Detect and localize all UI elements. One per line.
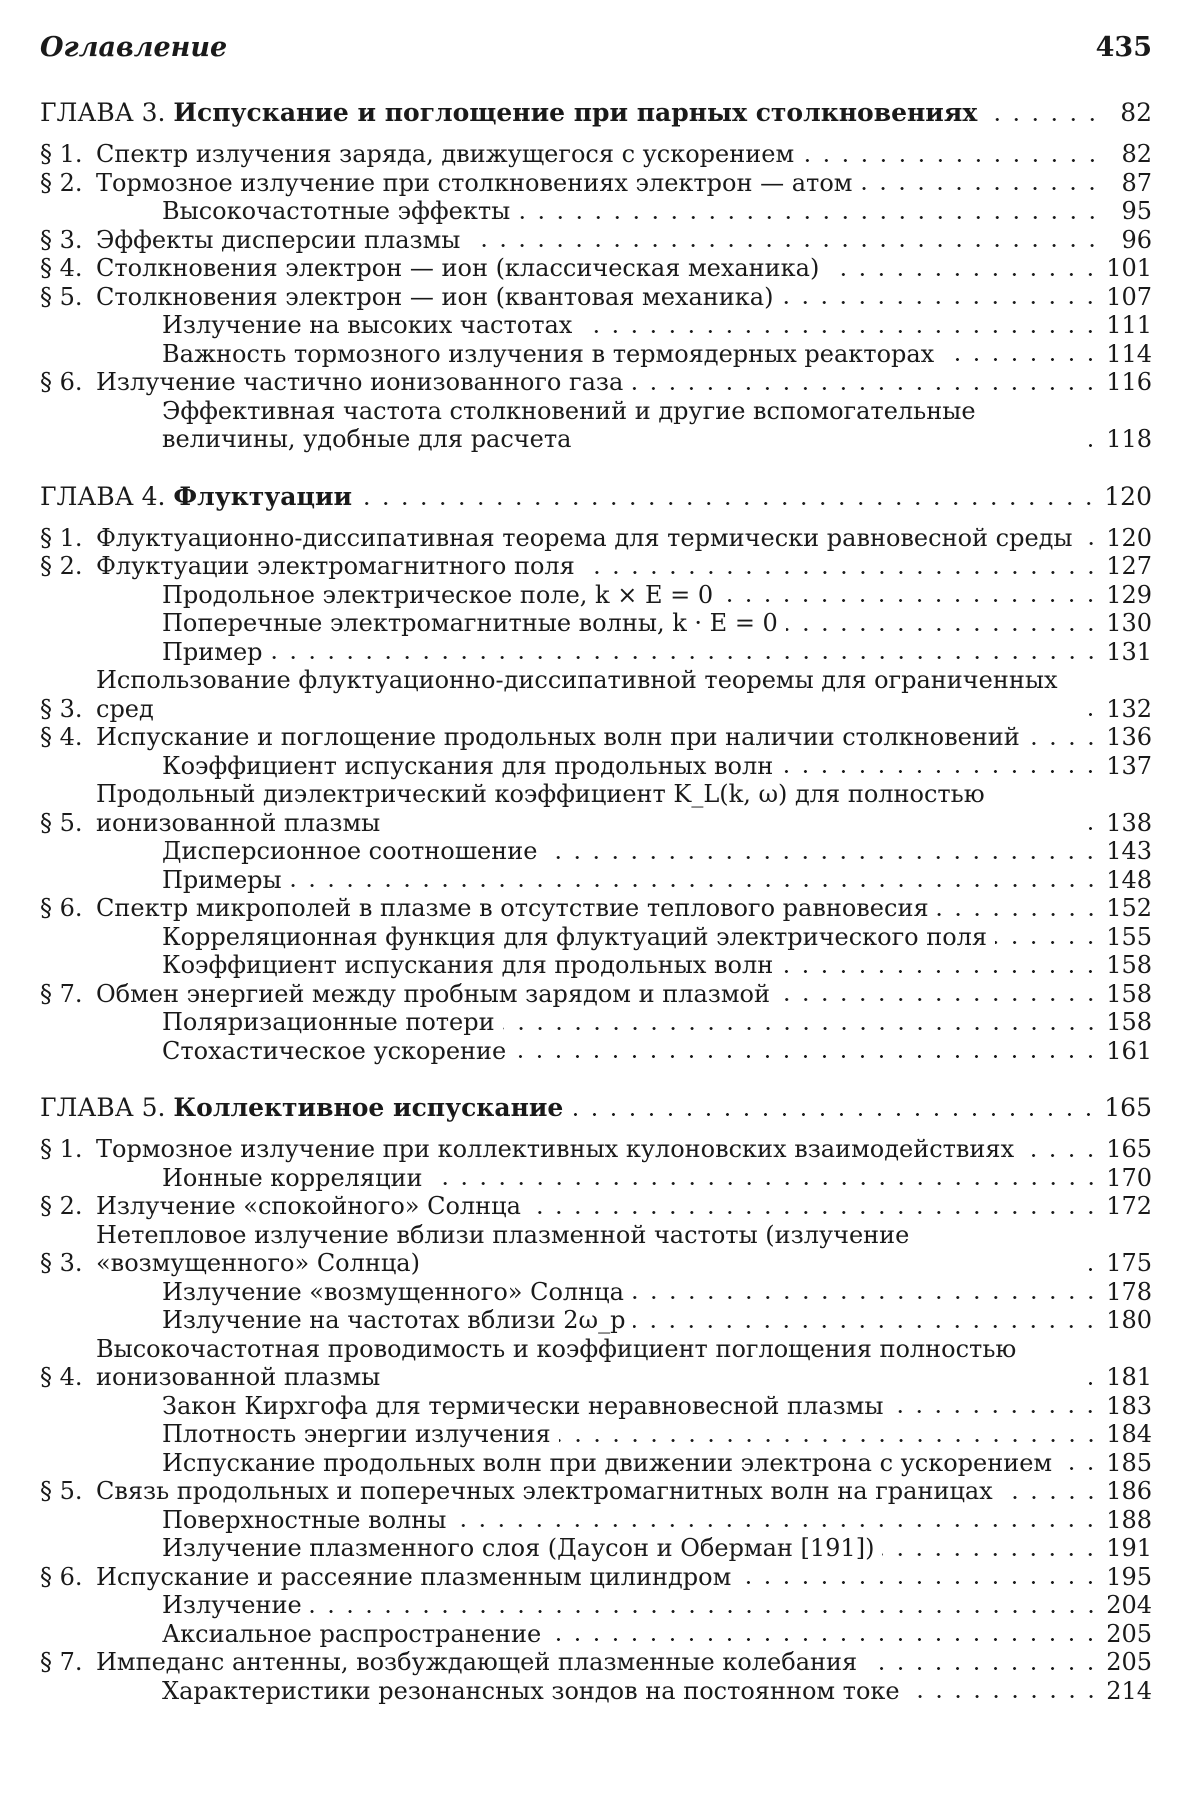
dot-leader [1086,434,1100,448]
dot-leader [632,1286,1100,1300]
section-number: § 4. [40,254,96,283]
entry-title: Использование флуктуационно-диссипативной теоремы для ограниченных сред [96,666,1078,723]
entry-title: Поверхностные волны [162,1506,446,1535]
entry-title: Стохастическое ускорение [162,1037,506,1066]
section-number: § 7. [40,1648,96,1677]
page-number: 435 [1096,32,1152,63]
toc-subsection-entry [40,1008,1152,1037]
toc-subsection-entry [40,1164,1152,1193]
entry-title: Столкновения электрон — ион (квантовая механика) [96,283,773,312]
toc-section-entry [40,980,1152,1009]
dot-leader [865,1657,1100,1671]
toc-subsection-entry [40,1306,1152,1335]
dot-leader [781,960,1100,974]
entry-page-number: 114 [1106,340,1152,369]
entry-page-number: 152 [1106,894,1152,923]
toc-subsection-entry [40,951,1152,980]
entry-page-number: 184 [1106,1420,1152,1449]
chapter-label: ГЛАВА 4. [40,482,165,511]
entry-page-number: 132 [1106,695,1152,724]
entry-page-number: 183 [1106,1392,1152,1421]
entry-page-number: 101 [1106,254,1152,283]
dot-leader [503,1017,1101,1031]
entry-page-number: 137 [1106,752,1152,781]
entry-title: Продольное электрическое поле, k × E = 0 [162,581,713,610]
section-number: § 5. [40,283,96,312]
dot-leader [583,561,1100,575]
entry-page-number: 130 [1106,609,1152,638]
toc-section-entry [40,169,1152,198]
dot-leader [781,291,1100,305]
dot-leader [431,1172,1101,1186]
toc-section-entry [40,368,1152,397]
toc-section-entry [40,780,1152,837]
toc-section-entry [40,552,1152,581]
entry-page-number: 143 [1106,837,1152,866]
toc-section-entry [40,1192,1152,1221]
dot-leader [908,1685,1101,1699]
dot-leader [1086,1372,1100,1386]
entry-title: Испускание продольных волн при движении электрона с ускорением [162,1449,1052,1478]
toc-section-entry [40,140,1152,169]
entry-title: Тормозное излучение при коллективных кулоновских взаимодействиях [96,1135,1014,1164]
toc-subsection-entry [40,609,1152,638]
toc-section-entry [40,226,1152,255]
dot-leader [1086,817,1100,831]
dot-leader [1022,1144,1100,1158]
entry-title: Коэффициент испускания для продольных волн [162,951,773,980]
entry-title: Ионные корреляции [162,1164,423,1193]
entry-page-number: 148 [1106,866,1152,895]
entry-title: Обмен энергией между пробным зарядом и плазмой [96,980,770,1009]
entry-title: Излучение частично ионизованного газа [96,368,623,397]
section-number: § 6. [40,368,96,397]
entry-page-number: 158 [1106,980,1152,1009]
chapter-heading [40,1093,1152,1123]
entry-title: Излучение [162,1591,302,1620]
entry-page-number: 170 [1106,1164,1152,1193]
dot-leader [1028,732,1100,746]
entry-title: Корреляционная функция для флуктуаций электрического поля [162,923,987,952]
dot-leader [549,1628,1100,1642]
entry-title: Продольный диэлектрический коэффициент K_L(k, ω) для полностью ионизованной плазмы [96,780,1078,837]
toc-subsection-entry [40,1534,1152,1563]
dot-leader [985,108,1102,122]
entry-page-number: 120 [1106,524,1152,553]
dot-leader [891,1400,1100,1414]
entry-title: Пример [162,638,263,667]
entry-title: Тормозное излучение при столкновениях электрон — атом [96,169,852,198]
entry-page-number: 178 [1106,1278,1152,1307]
chapter-page-number: 120 [1104,482,1152,512]
entry-page-number: 186 [1106,1477,1152,1506]
section-number: § 2. [40,169,96,198]
entry-title: Излучение на частотах вблизи 2ω_p [162,1306,625,1335]
entry-page-number: 138 [1106,809,1152,838]
dot-leader [631,377,1100,391]
dot-leader [802,149,1102,163]
chapter-label: ГЛАВА 3. [40,98,165,127]
entry-page-number: 191 [1106,1534,1152,1563]
toc-subsection-entry [40,1677,1152,1706]
entry-title: Испускание и рассеяние плазменным цилиндром [96,1563,731,1592]
entry-page-number: 205 [1106,1620,1152,1649]
entry-title: Поперечные электромагнитные волны, k · E = 0 [162,609,778,638]
entry-page-number: 129 [1106,581,1152,610]
entry-page-number: 175 [1106,1249,1152,1278]
entry-page-number: 96 [1108,226,1152,255]
toc-subsection-entry [40,1449,1152,1478]
entry-title: Высокочастотные эффекты [162,197,510,226]
entry-title: Плотность энергии излучения [162,1420,551,1449]
section-number: § 5. [40,809,96,838]
toc-section-entry [40,254,1152,283]
dot-leader [633,1315,1100,1329]
entry-title: Эффективная частота столкновений и другие вспомогательные величины, удобные для расчета [162,397,1078,454]
entry-page-number: 205 [1106,1648,1152,1677]
chapter-section [40,1093,1152,1705]
chapter-section [40,98,1152,454]
dot-leader [454,1514,1100,1528]
chapter-title: Испускание и поглощение при парных столкновениях [173,98,977,127]
entry-title: Примеры [162,866,282,895]
section-number: § 2. [40,552,96,581]
toc-subsection-entry [40,837,1152,866]
entry-title: Важность тормозного излучения в термоядерных реакторах [162,340,934,369]
entry-title: Нетепловое излучение вблизи плазменной частоты (излучение «возмущенного» Солнца) [96,1221,1078,1278]
chapter-label: ГЛАВА 5. [40,1093,165,1122]
entry-title: Столкновения электрон — ион (классическая механика) [96,254,819,283]
toc-subsection-entry [40,197,1152,226]
entry-title: Излучение «спокойного» Солнца [96,1192,521,1221]
dot-leader [739,1571,1100,1585]
toc-subsection-entry [40,752,1152,781]
toc-section-entry [40,666,1152,723]
entry-page-number: 87 [1108,169,1152,198]
chapter-title: Флуктуации [173,482,352,511]
entry-page-number: 155 [1106,923,1152,952]
dot-leader [559,1429,1101,1443]
dot-leader [360,492,1098,506]
toc-subsection-entry [40,311,1152,340]
section-number: § 1. [40,1135,96,1164]
section-number: § 6. [40,1563,96,1592]
entry-page-number: 161 [1106,1037,1152,1066]
section-number: § 3. [40,1249,96,1278]
dot-leader [271,646,1101,660]
dot-leader [310,1600,1101,1614]
toc-subsection-entry [40,340,1152,369]
entry-title: Излучение плазменного слоя (Даусон и Оберман [191]) [162,1534,874,1563]
dot-leader [995,931,1100,945]
toc-subsection-entry [40,1278,1152,1307]
dot-leader [781,760,1100,774]
section-number: § 4. [40,1363,96,1392]
entry-title: Испускание и поглощение продольных волн при наличии столкновений [96,723,1020,752]
dot-leader [860,177,1102,191]
entry-page-number: 158 [1106,951,1152,980]
table-of-contents [40,98,1152,1733]
toc-section-entry [40,1477,1152,1506]
entry-title: Аксиальное распространение [162,1620,541,1649]
section-number: § 1. [40,140,96,169]
toc-subsection-entry [40,1037,1152,1066]
dot-leader [529,1201,1100,1215]
toc-section-entry [40,1563,1152,1592]
entry-page-number: 180 [1106,1306,1152,1335]
toc-subsection-entry [40,581,1152,610]
dot-leader [545,846,1100,860]
entry-page-number: 185 [1106,1449,1152,1478]
toc-subsection-entry [40,1506,1152,1535]
entry-page-number: 158 [1106,1008,1152,1037]
dot-leader [937,903,1101,917]
dot-leader [580,320,1100,334]
entry-page-number: 165 [1106,1135,1152,1164]
entry-page-number: 188 [1106,1506,1152,1535]
toc-section-entry [40,1135,1152,1164]
section-number: § 4. [40,723,96,752]
chapter-heading [40,482,1152,512]
section-number: § 7. [40,980,96,1009]
toc-subsection-entry [40,1591,1152,1620]
dot-leader [468,234,1102,248]
entry-page-number: 181 [1106,1363,1152,1392]
toc-section-entry [40,894,1152,923]
document-page [0,0,1200,1812]
chapter-page-number: 82 [1108,98,1152,128]
entry-title: Закон Кирхгофа для термически неравновесной плазмы [162,1392,883,1421]
dot-leader [1086,703,1100,717]
entry-page-number: 195 [1106,1563,1152,1592]
entry-title: Поляризационные потери [162,1008,495,1037]
entry-title: Спектр микрополей в плазме в отсутствие теплового равновесия [96,894,929,923]
dot-leader [827,263,1100,277]
entry-title: Спектр излучения заряда, движущегося с ускорением [96,140,794,169]
entry-title: Дисперсионное соотношение [162,837,537,866]
entry-page-number: 107 [1106,283,1152,312]
running-head [40,32,1152,63]
section-number: § 5. [40,1477,96,1506]
toc-section-entry [40,1221,1152,1278]
dot-leader [1060,1457,1100,1471]
section-number: § 1. [40,524,96,553]
chapter-title: Коллективное испускание [173,1093,563,1122]
dot-leader [942,348,1100,362]
entry-page-number: 204 [1106,1591,1152,1620]
dot-leader [514,1045,1100,1059]
entry-page-number: 111 [1106,311,1152,340]
dot-leader [721,589,1100,603]
entry-page-number: 136 [1106,723,1152,752]
entry-page-number: 172 [1106,1192,1152,1221]
entry-title: Высокочастотная проводимость и коэффициент поглощения полностью ионизованной плазмы [96,1335,1078,1392]
dot-leader [571,1103,1098,1117]
toc-subsection-entry [40,397,1152,454]
entry-page-number: 131 [1106,638,1152,667]
section-number: § 6. [40,894,96,923]
entry-page-number: 118 [1106,425,1152,454]
entry-title: Излучение «возмущенного» Солнца [162,1278,624,1307]
entry-title: Флуктуации электромагнитного поля [96,552,575,581]
entry-title: Импеданс антенны, возбуждающей плазменные колебания [96,1648,857,1677]
dot-leader [1086,1258,1100,1272]
entry-page-number: 116 [1106,368,1152,397]
entry-title: Эффекты дисперсии плазмы [96,226,460,255]
toc-subsection-entry [40,866,1152,895]
toc-subsection-entry [40,1620,1152,1649]
toc-section-entry [40,283,1152,312]
entry-title: Излучение на высоких частотах [162,311,572,340]
dot-leader [1001,1486,1100,1500]
entry-page-number: 82 [1108,140,1152,169]
toc-subsection-entry [40,1420,1152,1449]
entry-page-number: 214 [1106,1677,1152,1706]
running-head-title: Оглавление [40,32,227,63]
dot-leader [518,206,1102,220]
dot-leader [786,618,1100,632]
toc-subsection-entry [40,1392,1152,1421]
dot-leader [290,874,1101,888]
toc-subsection-entry [40,923,1152,952]
chapter-page-number: 165 [1104,1093,1152,1123]
chapter-heading [40,98,1152,128]
entry-page-number: 95 [1108,197,1152,226]
toc-section-entry [40,723,1152,752]
toc-subsection-entry [40,638,1152,667]
toc-section-entry [40,524,1152,553]
dot-leader [882,1543,1100,1557]
toc-section-entry [40,1335,1152,1392]
entry-title: Связь продольных и поперечных электромагнитных волн на границах [96,1477,993,1506]
entry-page-number: 127 [1106,552,1152,581]
dot-leader [778,988,1100,1002]
section-number: § 3. [40,695,96,724]
entry-title: Коэффициент испускания для продольных волн [162,752,773,781]
section-number: § 3. [40,226,96,255]
dot-leader [1081,532,1101,546]
entry-title: Характеристики резонансных зондов на постоянном токе [162,1677,900,1706]
section-number: § 2. [40,1192,96,1221]
toc-section-entry [40,1648,1152,1677]
entry-title: Флуктуационно-диссипативная теорема для термически равновесной среды [96,524,1073,553]
chapter-section [40,482,1152,1066]
